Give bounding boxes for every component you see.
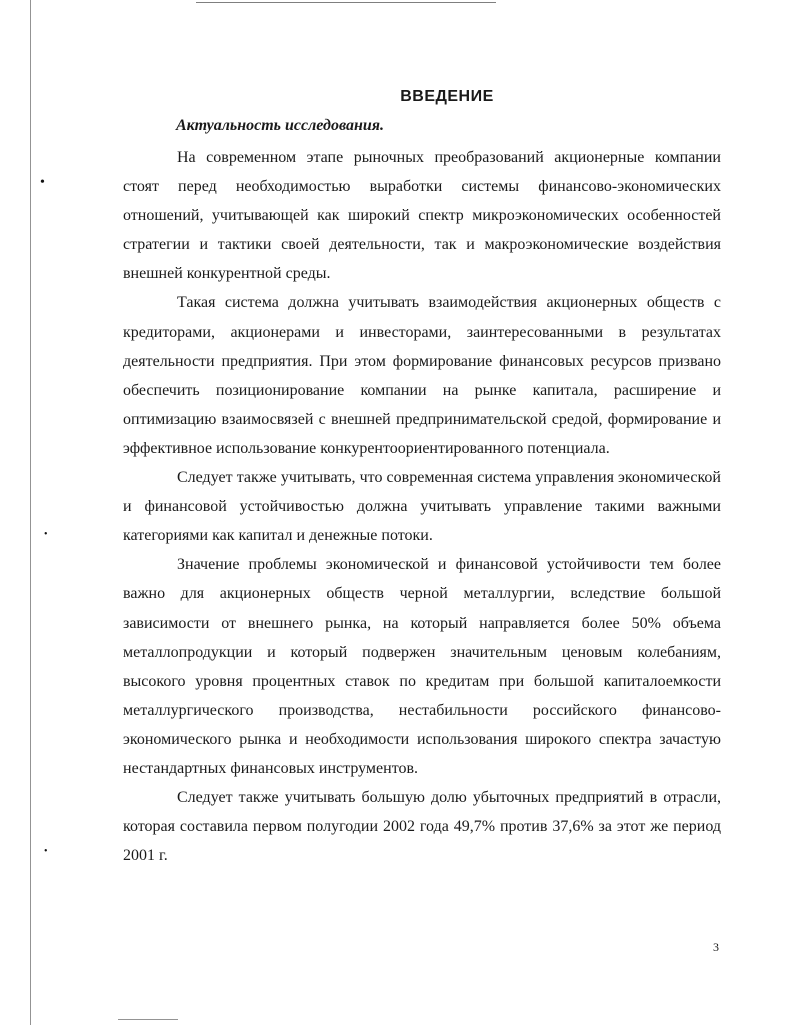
body-text: [123, 143, 721, 870]
page-title: ВВЕДЕНИЕ: [400, 88, 494, 105]
scan-edge-top: [196, 2, 496, 3]
paragraph: Значение проблемы экономической и финансовой устойчивости тем более важно для акционерных обществ черной металлургии, вследствие большой зависимости от внешнего рынка, на который направляется более 50% объема металлопродукции и который подвержен значительным ценовым колебаниям, высокого уровня процентных ставок по кредитам при большой капиталоемкости металлургического производства, нестабильности российского финансово-экономического рынка и необходимости использования широкого спектра зачастую нестандартных финансовых инструментов.: [123, 556, 721, 777]
paragraph: На современном этапе рыночных преобразований акционерные компании стоят перед необходимостью выработки системы финансово-экономических отношений, учитывающей как широкий спектр микроэкономических особенностей стратегии и тактики своей деятельности, так и макроэкономические воздействия внешней конкурентной среды.: [123, 149, 721, 283]
section-heading: Актуальность исследования.: [176, 117, 384, 134]
page-number: 3: [713, 940, 719, 954]
margin-mark: •: [40, 175, 45, 190]
paragraph: Следует также учитывать, что современная система управления экономической и финансовой устойчивостью должна учитывать управление такими важными категориями как капитал и денежные потоки.: [123, 469, 721, 545]
margin-mark: •: [44, 846, 48, 857]
scan-edge-bottom: [118, 1019, 178, 1020]
margin-mark: •: [44, 529, 48, 540]
paragraph: Следует также учитывать большую долю убыточных предприятий в отрасли, которая составила первом полугодии 2002 года 49,7% против 37,6% за этот же период 2001 г.: [123, 789, 721, 865]
scan-edge-left: [30, 0, 31, 1025]
paragraph: Такая система должна учитывать взаимодействия акционерных обществ с кредиторами, акционерами и инвесторами, заинтересованными в результатах деятельности предприятия. При этом формирование финансовых ресурсов призвано обеспечить позиционирование компании на рынке капитала, расширение и оптимизацию взаимосвязей с внешней предпринимательской средой, формирование и эффективное использование конкурентоориентированного потенциала.: [123, 294, 721, 457]
